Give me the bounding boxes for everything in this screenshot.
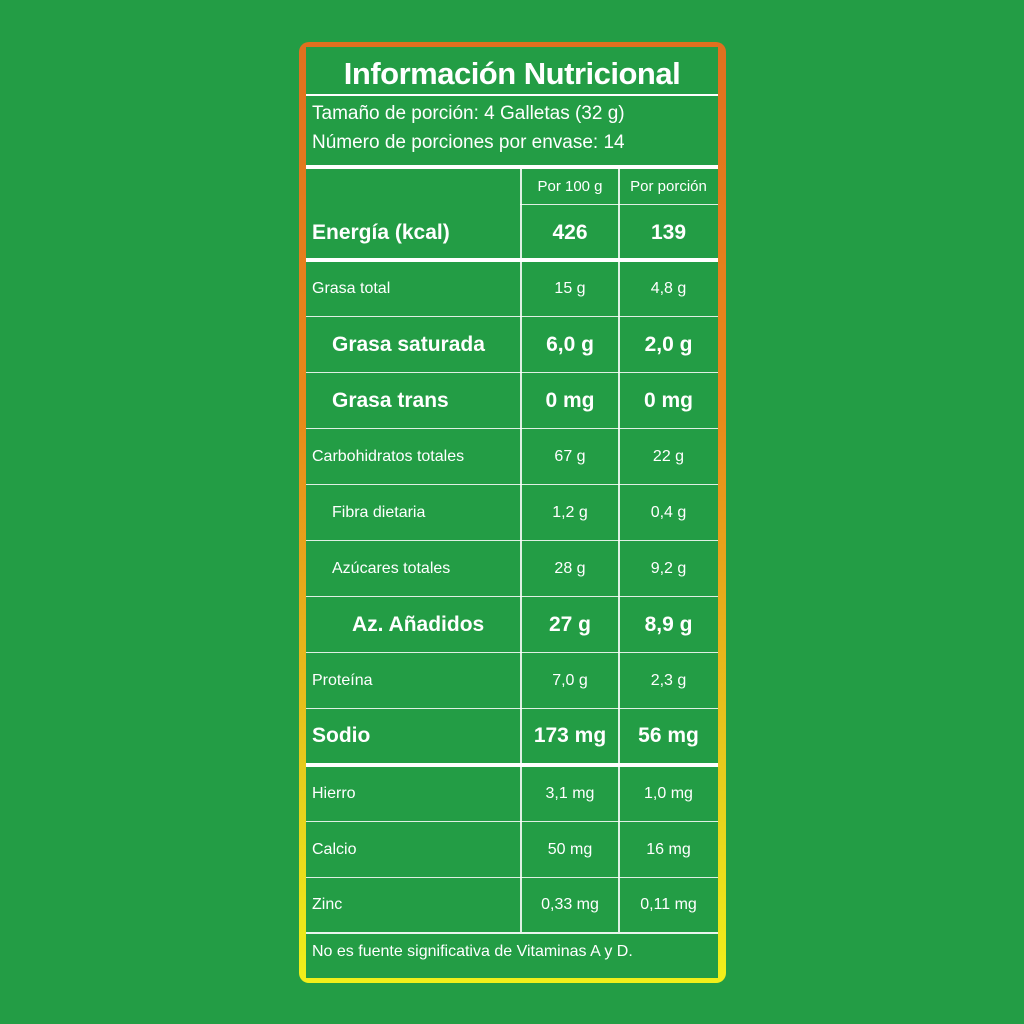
value-per-serving: 2,0 g [644,332,693,356]
value-per-serving: 4,8 g [650,280,687,297]
value-per-serving: 139 [650,220,687,244]
row-label: Grasa saturada [332,332,485,356]
value-per-100g: 28 g [554,559,586,577]
divider [306,932,718,934]
value-per-serving: 56 mg [638,724,699,747]
value-per-serving: 16 mg [646,840,691,858]
value-per-100g: 1,2 g [552,503,588,521]
value-per-serving: 0,4 g [650,503,687,521]
header-per-serving: Por porción [630,178,707,195]
value-per-100g: 173 mg [533,724,607,747]
row-label: Az. Añadidos [352,612,485,636]
divider [306,94,718,96]
servings-per-container: Número de porciones por envase: 14 [312,132,625,153]
label-title: Información Nutricional [343,56,681,91]
serving-size: Tamaño de porción: 4 Galletas (32 g) [312,103,625,124]
row-label: Calcio [312,840,357,858]
footnote: No es fuente significativa de Vitaminas A y D. [312,943,633,960]
row-label: Azúcares totales [332,559,451,577]
value-per-100g: 67 g [554,447,586,465]
value-per-100g: 0,33 mg [541,896,599,913]
value-per-serving: 2,3 g [650,671,687,689]
value-per-100g: 50 mg [547,840,593,858]
value-per-serving: 8,9 g [644,612,693,636]
value-per-serving: 1,0 mg [644,785,693,802]
value-per-serving: 0,11 mg [640,896,697,913]
row-label-energy: Energía (kcal) [312,220,450,244]
value-per-100g: 426 [552,220,588,244]
value-per-100g: 7,0 g [552,671,588,689]
value-per-100g: 6,0 g [546,332,594,356]
row-label: Proteína [312,671,373,689]
value-per-100g: 15 g [554,280,586,297]
value-per-serving: 0 mg [643,388,693,412]
row-label: Hierro [312,785,356,802]
row-label: Carbohidratos totales [312,447,465,465]
value-per-100g: 0 mg [545,388,595,412]
row-label: Grasa trans [332,388,449,412]
row-label: Fibra dietaria [332,503,426,521]
row-label: Grasa total [312,280,391,297]
value-per-serving: 22 g [652,447,685,465]
value-per-100g: 3,1 mg [545,785,595,802]
row-label: Sodio [312,724,371,747]
value-per-serving: 9,2 g [650,559,687,577]
row-label: Zinc [312,896,343,913]
value-per-100g: 27 g [548,612,592,636]
header-per-100g: Por 100 g [537,178,603,195]
